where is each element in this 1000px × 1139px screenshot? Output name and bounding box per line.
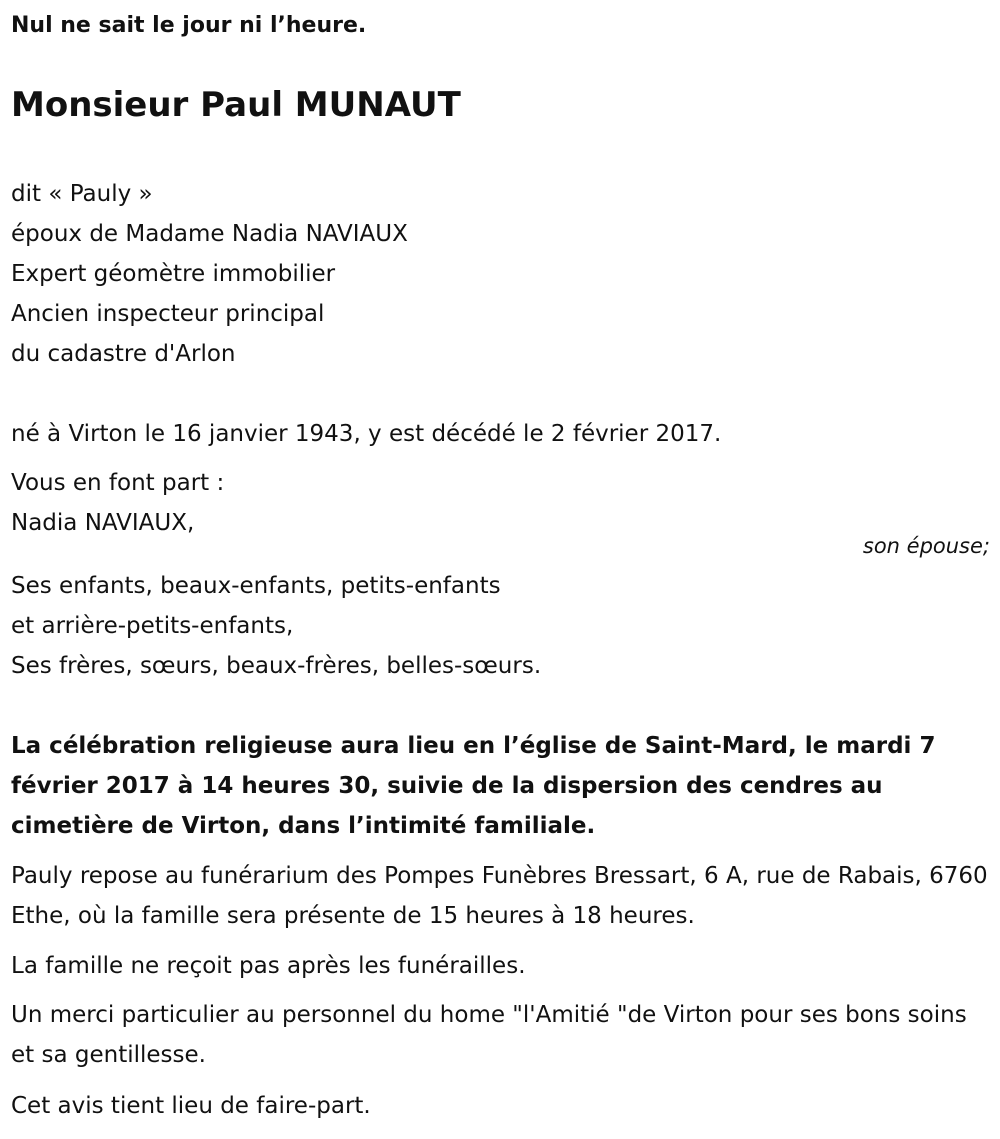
closing-paragraph: Cet avis tient lieu de faire-part. <box>11 1093 371 1119</box>
family-line: Ses frères, sœurs, beaux-frères, belles-sœurs. <box>11 653 542 679</box>
spouse-line: époux de Madame Nadia NAVIAUX <box>11 221 408 247</box>
birth-death-line: né à Virton le 16 janvier 1943, y est décédé le 2 février 2017. <box>11 421 722 447</box>
profession-line: Expert géomètre immobilier <box>11 261 336 287</box>
former-role-line: Ancien inspecteur principal <box>11 301 325 327</box>
spouse-name: Nadia NAVIAUX, <box>11 510 195 536</box>
announcement-intro: Vous en font part : <box>11 470 225 496</box>
nickname-line: dit « Pauly » <box>11 181 153 207</box>
former-role-detail-line: du cadastre d'Arlon <box>11 341 236 367</box>
reception-paragraph: La famille ne reçoit pas après les funérailles. <box>11 953 526 979</box>
family-line: Ses enfants, beaux-enfants, petits-enfants <box>11 573 501 599</box>
announcement-block <box>11 463 990 543</box>
family-line: et arrière-petits-enfants, <box>11 613 294 639</box>
funeral-home-paragraph: Pauly repose au funérarium des Pompes Funèbres Bressart, 6 A, rue de Rabais, 6760 Ethe, où la famille sera présente de 15 heures à 18 heures. <box>11 863 988 929</box>
spouse-role: son épouse; <box>862 534 990 558</box>
ceremony-details: La célébration religieuse aura lieu en l’église de Saint-Mard, le mardi 7 février 2017 à 14 heures 30, suivie de la dispersion des cendres au cimetière de Virton, dans l’intimité familiale. <box>11 733 936 839</box>
deceased-titles <box>11 174 990 374</box>
epigraph: Nul ne sait le jour ni l’heure. <box>11 13 367 38</box>
thanks-paragraph: Un merci particulier au personnel du home "l'Amitié "de Virton pour ses bons soins et sa gentillesse. <box>11 1002 967 1068</box>
family-list <box>11 566 990 686</box>
deceased-name: Monsieur Paul MUNAUT <box>11 85 461 125</box>
